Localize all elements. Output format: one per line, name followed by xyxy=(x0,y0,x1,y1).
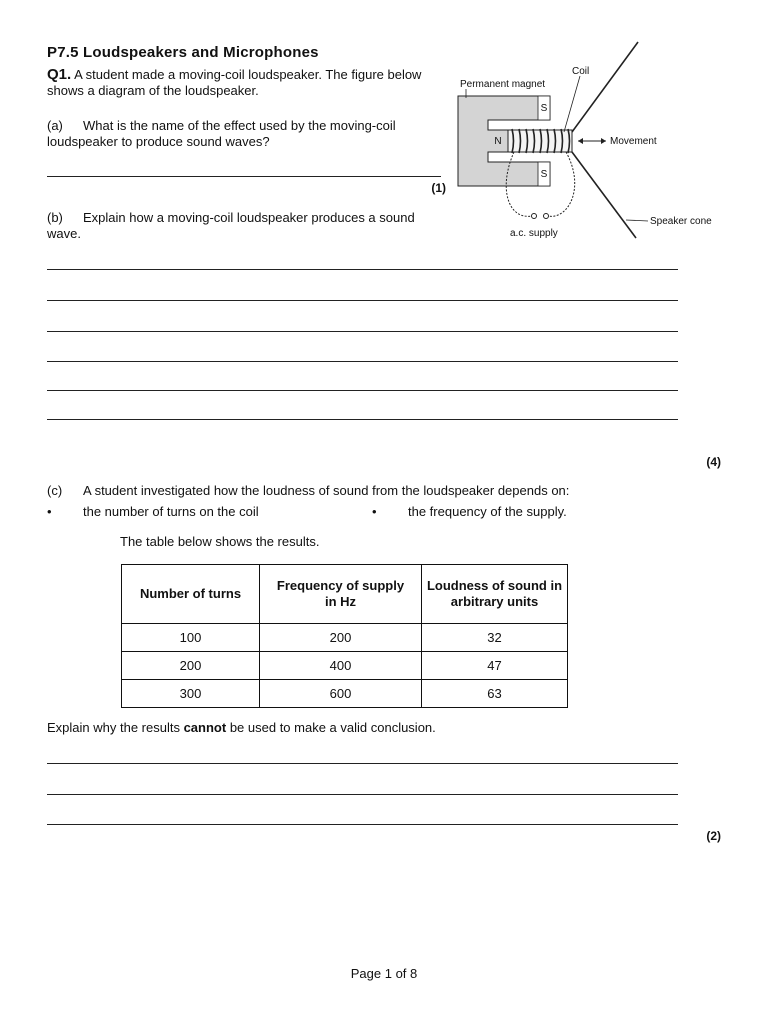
part-a-question xyxy=(47,118,447,150)
supply-terminal-right xyxy=(544,214,549,219)
explain-emphasis: cannot xyxy=(183,720,227,735)
part-b-marks: (4) xyxy=(706,455,721,469)
cell-loudness: 32 xyxy=(422,624,568,652)
q1-label: Q1. xyxy=(47,66,72,83)
part-c-text: A student investigated how the loudness of sound from the loudspeaker depends on: xyxy=(83,483,570,498)
header-turns: Number of turns xyxy=(122,565,260,624)
cell-turns: 300 xyxy=(122,680,260,708)
label-movement: Movement xyxy=(610,136,657,147)
part-c-question xyxy=(47,483,727,498)
answer-line-b5[interactable] xyxy=(47,390,678,391)
label-speaker-cone: Speaker cone xyxy=(650,216,712,227)
part-c-label: (c) xyxy=(47,483,63,498)
part-b-label: (b) xyxy=(47,210,63,225)
cell-loudness: 47 xyxy=(422,652,568,680)
cell-turns: 100 xyxy=(122,624,260,652)
page-number: Page 1 of 8 xyxy=(350,966,418,981)
explain-text-start: Explain why the results xyxy=(47,720,184,735)
bullet-1-text: the number of turns on the coil xyxy=(83,504,259,519)
leader-cone xyxy=(626,220,648,221)
explain-text-end: be used to make a valid conclusion. xyxy=(226,720,436,735)
header-loudness: Loudness of sound in arbitrary units xyxy=(422,565,568,624)
cell-frequency: 400 xyxy=(260,652,422,680)
answer-line-b1[interactable] xyxy=(47,269,678,270)
label-ac-supply: a.c. supply xyxy=(510,228,558,239)
part-c-explain xyxy=(47,720,436,735)
supply-wire-right xyxy=(548,152,575,216)
header-frequency: Frequency of supply in Hz xyxy=(260,565,422,624)
page-title: P7.5 Loudspeakers and Microphones xyxy=(47,44,319,61)
bullet-2-text: the frequency of the supply. xyxy=(408,504,567,519)
results-table xyxy=(121,564,568,708)
label-coil: Coil xyxy=(572,66,590,77)
pole-s-top: S xyxy=(540,103,548,114)
speaker-cone-lower xyxy=(572,152,636,238)
part-b-text: Explain how a moving-coil loudspeaker produces a sound wave. xyxy=(47,210,415,241)
answer-line-c1[interactable] xyxy=(47,763,678,764)
answer-line-b4[interactable] xyxy=(47,361,678,362)
bullet-1-marker: • xyxy=(47,504,52,519)
loudspeaker-diagram xyxy=(450,38,730,248)
cell-frequency: 600 xyxy=(260,680,422,708)
answer-line-a[interactable] xyxy=(47,176,441,177)
label-permanent-magnet: Permanent magnet xyxy=(460,79,546,90)
answer-line-c3[interactable] xyxy=(47,824,678,825)
answer-line-b6[interactable] xyxy=(47,419,678,420)
supply-terminal-left xyxy=(532,214,537,219)
table-row xyxy=(122,652,568,680)
answer-line-c2[interactable] xyxy=(47,794,678,795)
pole-s-bottom: S xyxy=(540,169,548,180)
table-row xyxy=(122,680,568,708)
answer-line-b3[interactable] xyxy=(47,331,678,332)
part-c-marks: (2) xyxy=(706,829,721,843)
cell-loudness: 63 xyxy=(422,680,568,708)
bullet-2-marker: • xyxy=(372,504,377,519)
speaker-cone-upper xyxy=(572,42,638,132)
table-header-row xyxy=(122,565,568,624)
part-a-text: What is the name of the effect used by the moving-coil loudspeaker to produce sound waves? xyxy=(47,118,396,149)
part-a-label: (a) xyxy=(47,118,63,133)
cell-frequency: 200 xyxy=(260,624,422,652)
pole-n: N xyxy=(494,136,502,147)
answer-line-b2[interactable] xyxy=(47,300,678,301)
q1-text: A student made a moving-coil loudspeaker. The figure below shows a diagram of the loudspeaker. xyxy=(47,67,422,98)
table-intro: The table below shows the results. xyxy=(120,534,320,549)
q1-intro xyxy=(47,67,447,99)
cell-turns: 200 xyxy=(122,652,260,680)
part-b-question xyxy=(47,210,452,242)
table-row xyxy=(122,624,568,652)
part-a-marks: (1) xyxy=(431,181,446,195)
